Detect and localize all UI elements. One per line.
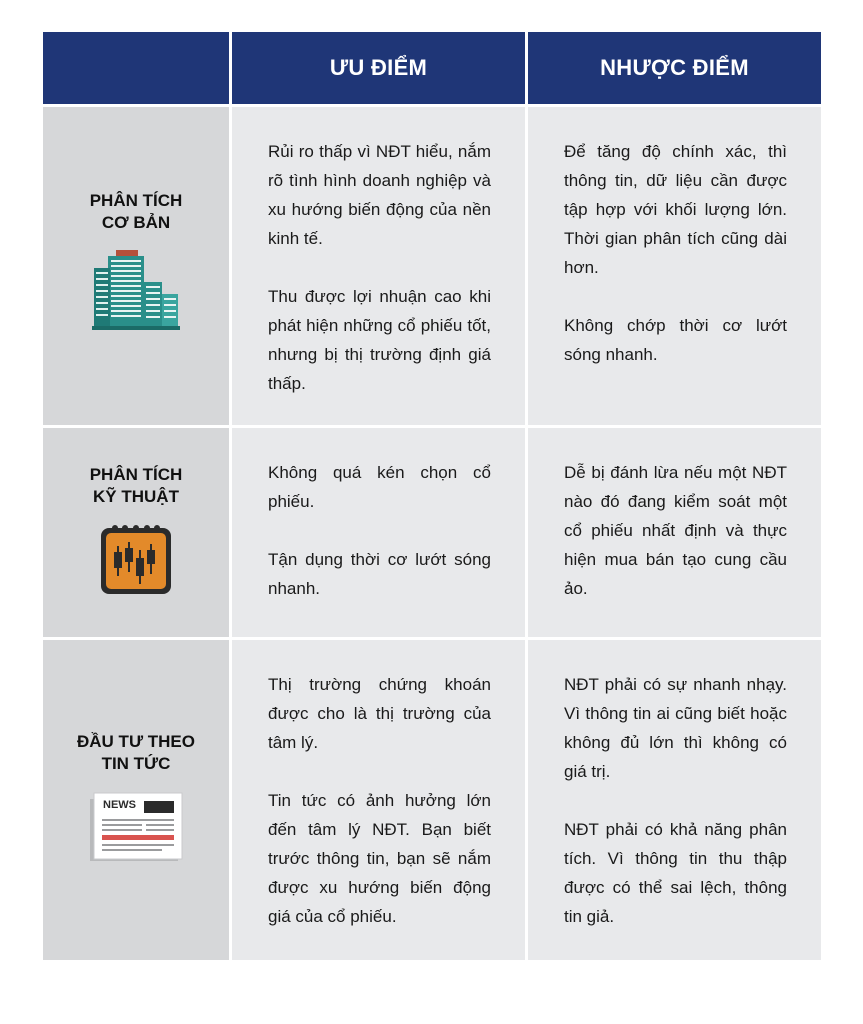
cons-cell-fundamental bbox=[528, 107, 821, 425]
header-cons: NHƯỢC ĐIỂM bbox=[528, 32, 821, 104]
pros-text: Rủi ro thấp vì NĐT hiểu, nắm rõ tình hình doanh nghiệp và xu hướng biến động của nền kinh tế. bbox=[268, 142, 491, 248]
pros-cell-technical bbox=[232, 428, 525, 637]
header-pros: ƯU ĐIỂM bbox=[232, 32, 525, 104]
cons-text: Không chớp thời cơ lướt sóng nhanh. bbox=[564, 316, 787, 364]
row-label-cell-news bbox=[43, 640, 229, 960]
pros-text: Không quá kén chọn cổ phiếu. bbox=[268, 463, 491, 511]
pros-cell-fundamental bbox=[232, 107, 525, 425]
row-label-cell-fundamental bbox=[43, 107, 229, 425]
pros-text: Thị trường chứng khoán được cho là thị trường của tâm lý. bbox=[268, 675, 491, 752]
row-label: PHÂN TÍCH CƠ BẢN bbox=[89, 190, 183, 232]
building-icon bbox=[90, 248, 182, 343]
pros-text: Tận dụng thời cơ lướt sóng nhanh. bbox=[268, 550, 491, 598]
comparison-table bbox=[43, 32, 818, 960]
cons-cell-news bbox=[528, 640, 821, 960]
cons-text: Dễ bị đánh lừa nếu một NĐT nào đó đang kiểm soát một cổ phiếu nhất định và thực hiện mua bán tạo cung cầu ảo. bbox=[564, 463, 787, 598]
cons-text: NĐT phải có sự nhanh nhạy. Vì thông tin ai cũng biết hoặc không đủ lớn thì không có giá trị. bbox=[564, 675, 787, 781]
cons-cell-technical bbox=[528, 428, 821, 637]
cons-text: NĐT phải có khả năng phân tích. Vì thông tin thu thập được có thể sai lệch, thông tin giả. bbox=[564, 820, 787, 926]
pros-text: Tin tức có ảnh hưởng lớn đến tâm lý NĐT. Bạn biết trước thông tin, bạn sẽ nắm được xu hướng biến động giá của cổ phiếu. bbox=[268, 791, 491, 926]
newspaper-icon-text: NEWS bbox=[103, 798, 136, 811]
newspaper-icon bbox=[88, 789, 184, 870]
header-corner-cell bbox=[43, 32, 229, 104]
cons-text: Để tăng độ chính xác, thì thông tin, dữ liệu cần được tập hợp với khối lượng lớn. Thời gian phân tích cũng dài hơn. bbox=[564, 142, 787, 277]
candlestick-chart-icon bbox=[99, 522, 173, 601]
row-label: ĐẦU TƯ THEO TIN TỨC bbox=[77, 731, 195, 773]
pros-text: Thu được lợi nhuận cao khi phát hiện những cổ phiếu tốt, nhưng bị thị trường định giá thấp. bbox=[268, 287, 491, 393]
pros-cell-news bbox=[232, 640, 525, 960]
row-label: PHÂN TÍCH KỸ THUẬT bbox=[89, 465, 183, 506]
row-label-cell-technical bbox=[43, 428, 229, 637]
